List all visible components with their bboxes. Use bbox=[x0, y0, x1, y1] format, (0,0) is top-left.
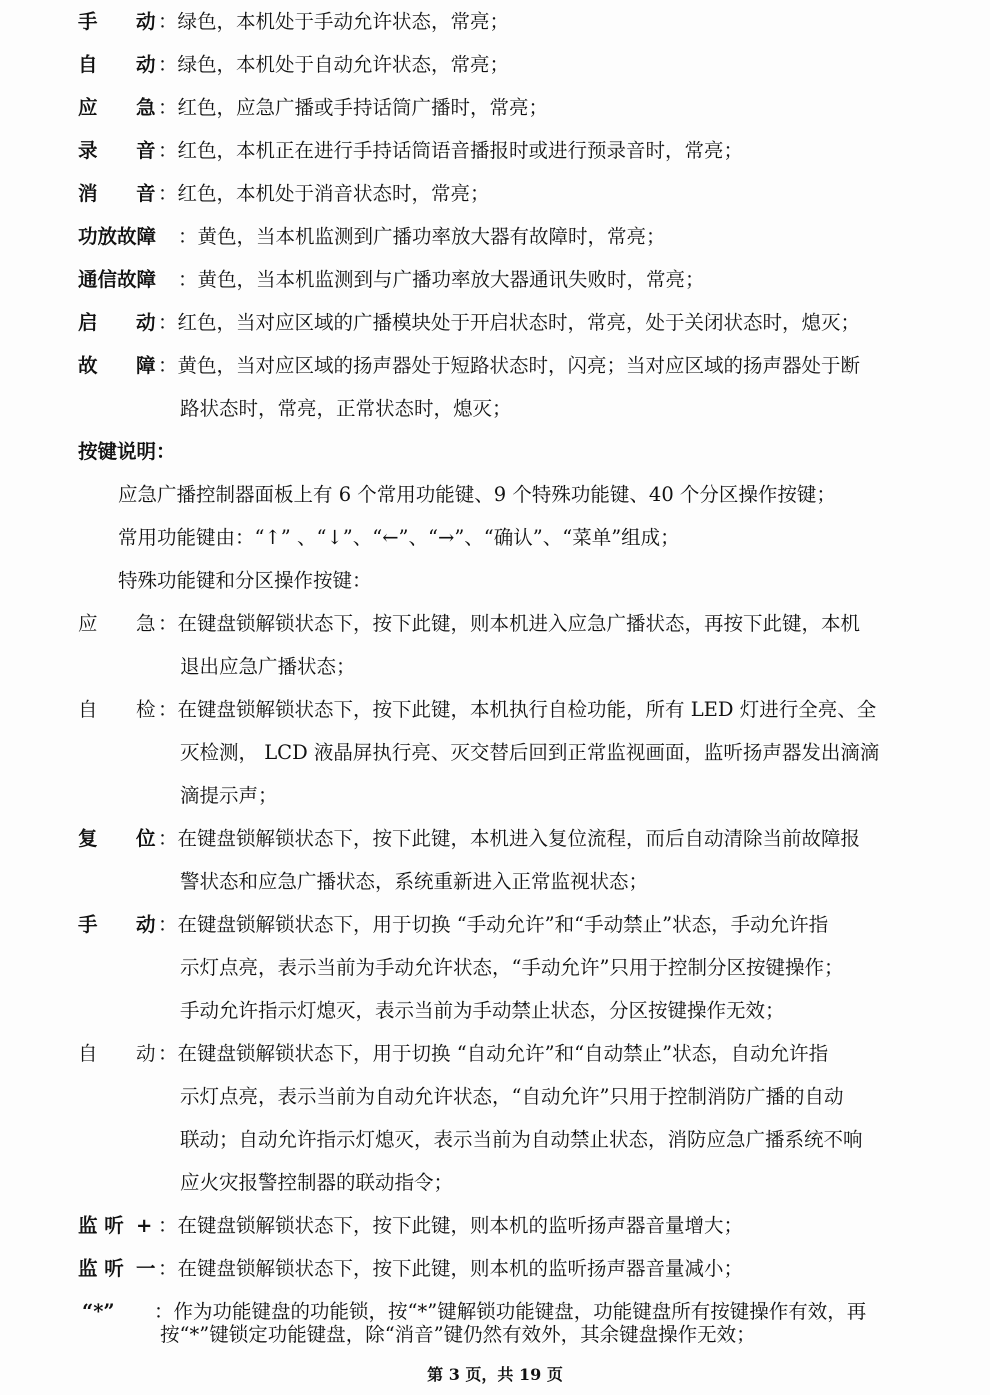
key-text: ：在键盘锁解锁状态下，用于切换 “自动允许”和“自动禁止”状态，自动允许指 bbox=[158, 1042, 829, 1065]
term-char: 急 bbox=[136, 96, 156, 119]
indicator-text: ：黄色，当本机监测到广播功率放大器有故障时，常亮； bbox=[178, 225, 666, 248]
indicator-text: ：绿色，本机处于手动允许状态，常亮； bbox=[158, 10, 510, 33]
term: 通信故障 bbox=[78, 268, 157, 291]
term-char: 消 bbox=[78, 182, 98, 205]
key-text: ：在键盘锁解锁状态下，按下此键，本机执行自检功能，所有 LED 灯进行全亮、全 bbox=[158, 698, 877, 721]
key-selfcheck bbox=[78, 697, 918, 723]
indicator-comm-fault bbox=[78, 267, 918, 293]
indicator-text-cont: 路状态时，常亮，正常状态时，熄灭； bbox=[180, 397, 512, 420]
key-text-cont: 按“*”键锁定功能键盘，除“消音”键仍然有效外，其余键盘操作无效； bbox=[160, 1323, 756, 1346]
term-char: 音 bbox=[136, 182, 156, 205]
key-emergency bbox=[78, 611, 918, 637]
indicator-manual bbox=[78, 9, 918, 35]
indicator-amp-fault bbox=[78, 224, 918, 250]
key-manual bbox=[78, 912, 918, 938]
key-monitor-down bbox=[78, 1256, 918, 1282]
term-char: 动 bbox=[136, 311, 156, 334]
term-char: 急 bbox=[136, 612, 156, 635]
key-text-cont: 应火灾报警控制器的联动指令； bbox=[180, 1171, 454, 1194]
term-char: 检 bbox=[136, 698, 156, 721]
term-char: 监 听 bbox=[78, 1257, 124, 1280]
indicator-fault bbox=[78, 353, 918, 379]
key-text-cont: 退出应急广播状态； bbox=[180, 655, 356, 678]
term-char: 应 bbox=[78, 612, 98, 635]
key-text-cont: 灭检测， LCD 液晶屏执行亮、灭交替后回到正常监视画面，监听扬声器发出滴滴 bbox=[180, 741, 880, 764]
key-text: ：在键盘锁解锁状态下，用于切换 “手动允许”和“手动禁止”状态，手动允许指 bbox=[158, 913, 829, 936]
indicator-text: ：绿色，本机处于自动允许状态，常亮； bbox=[158, 53, 510, 76]
term-char: 录 bbox=[78, 139, 98, 162]
key-text-cont: 示灯点亮，表示当前为自动允许状态，“自动允许”只用于控制消防广播的自动 bbox=[180, 1085, 844, 1108]
term-char: 一 bbox=[136, 1257, 156, 1280]
term-char: 障 bbox=[136, 354, 156, 377]
key-text: ：在键盘锁解锁状态下，按下此键，本机进入复位流程，而后自动清除当前故障报 bbox=[158, 827, 861, 850]
key-reset bbox=[78, 826, 918, 852]
key-text: ：在键盘锁解锁状态下，按下此键，则本机的监听扬声器音量增大； bbox=[158, 1214, 744, 1237]
indicator-mute bbox=[78, 181, 918, 207]
term-char: 手 bbox=[78, 913, 98, 936]
indicator-auto bbox=[78, 52, 918, 78]
term: 功放故障 bbox=[78, 225, 157, 248]
key-text: ：在键盘锁解锁状态下，按下此键，则本机进入应急广播状态，再按下此键，本机 bbox=[158, 612, 861, 635]
term-char: 动 bbox=[136, 1042, 156, 1065]
indicator-record bbox=[78, 138, 918, 164]
term-char: 应 bbox=[78, 96, 98, 119]
term-char: 启 bbox=[78, 311, 98, 334]
indicator-text: ：红色，应急广播或手持话筒广播时，常亮； bbox=[158, 96, 549, 119]
indicator-text: ：红色，本机处于消音状态时，常亮； bbox=[158, 182, 490, 205]
keys-heading: 按键说明： bbox=[78, 440, 176, 463]
keys-intro-line: 应急广播控制器面板上有 6 个常用功能键、9 个特殊功能键、40 个分区操作按键； bbox=[118, 483, 836, 506]
key-text-cont: 滴提示声； bbox=[180, 784, 278, 807]
key-text-cont: 示灯点亮，表示当前为手动允许状态，“手动允许”只用于控制分区按键操作； bbox=[180, 956, 844, 979]
indicator-text: ：红色，当对应区域的广播模块处于开启状态时，常亮，处于关闭状态时，熄灭； bbox=[158, 311, 861, 334]
term-char: 监 听 bbox=[78, 1214, 124, 1237]
key-text-cont: 联动；自动允许指示灯熄灭，表示当前为自动禁止状态，消防应急广播系统不响 bbox=[180, 1128, 863, 1151]
term-char: 复 bbox=[78, 827, 98, 850]
keys-intro-line: 特殊功能键和分区操作按键： bbox=[118, 569, 372, 592]
term-char: + bbox=[136, 1214, 153, 1237]
indicator-text: ：黄色，当本机监测到与广播功率放大器通讯失败时，常亮； bbox=[178, 268, 705, 291]
page-footer: 第 3 页，共 19 页 bbox=[427, 1365, 563, 1384]
term-char: 自 bbox=[78, 698, 98, 721]
key-monitor-up bbox=[78, 1213, 918, 1239]
indicator-text: ：红色，本机正在进行手持话筒语音播报时或进行预录音时，常亮； bbox=[158, 139, 744, 162]
term-char: 手 bbox=[78, 10, 98, 33]
term: “*” bbox=[82, 1300, 115, 1323]
key-text-cont: 手动允许指示灯熄灭，表示当前为手动禁止状态，分区按键操作无效； bbox=[180, 999, 785, 1022]
indicator-text: ：黄色，当对应区域的扬声器处于短路状态时，闪亮；当对应区域的扬声器处于断 bbox=[158, 354, 861, 377]
term-char: 动 bbox=[136, 10, 156, 33]
term-char: 动 bbox=[136, 53, 156, 76]
key-text-cont: 警状态和应急广播状态，系统重新进入正常监视状态； bbox=[180, 870, 649, 893]
term-char: 动 bbox=[136, 913, 156, 936]
term-char: 自 bbox=[78, 1042, 98, 1065]
key-text: ：作为功能键盘的功能锁，按“*”键解锁功能键盘，功能键盘所有按键操作有效，再 bbox=[154, 1300, 867, 1323]
indicator-start bbox=[78, 310, 918, 336]
key-text: ：在键盘锁解锁状态下，按下此键，则本机的监听扬声器音量减小； bbox=[158, 1257, 744, 1280]
term-char: 故 bbox=[78, 354, 98, 377]
keys-intro-line: 常用功能键由：“↑” 、“↓”、“←”、“→”、“确认”、“菜单”组成； bbox=[118, 526, 680, 549]
term-char: 自 bbox=[78, 53, 98, 76]
term-char: 音 bbox=[136, 139, 156, 162]
indicator-emergency bbox=[78, 95, 918, 121]
term-char: 位 bbox=[136, 827, 156, 850]
key-auto bbox=[78, 1041, 918, 1067]
